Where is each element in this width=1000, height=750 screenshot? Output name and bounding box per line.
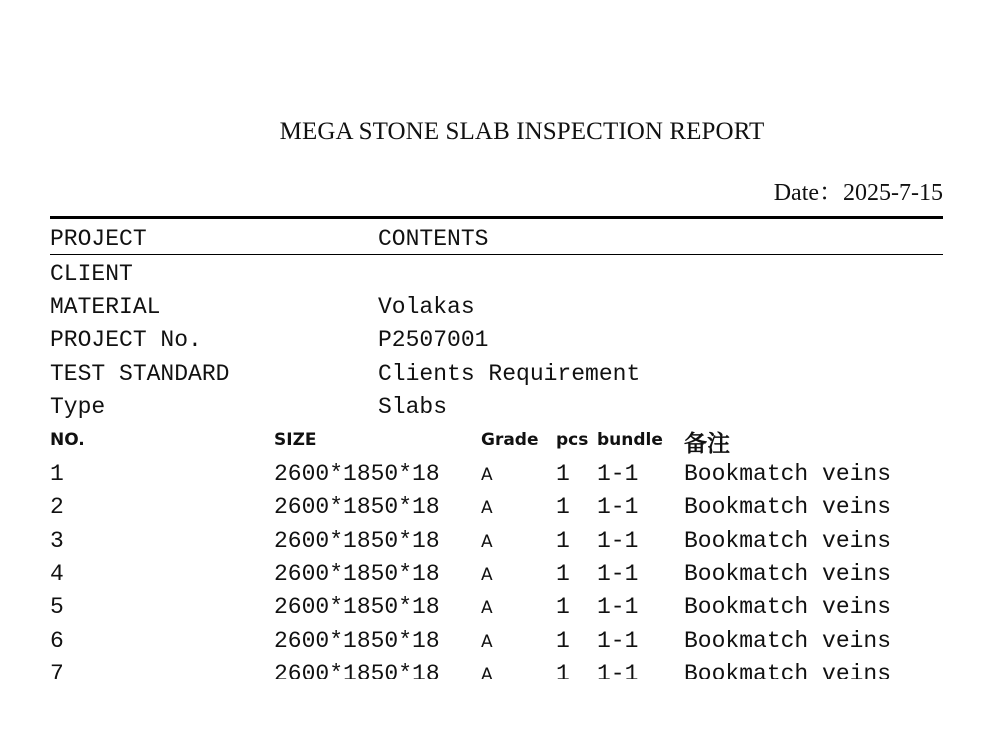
row-5-bundle: 1-1 [597, 594, 639, 620]
header-rule-thin [50, 254, 943, 255]
row-6-size: 2600*1850*18 [274, 628, 440, 654]
row-5-note: Bookmatch veins [684, 594, 892, 620]
row-2-pcs: 1 [556, 494, 570, 520]
row-2-grade: A [481, 498, 493, 518]
row-3-pcs: 1 [556, 528, 570, 554]
row-6-bundle: 1-1 [597, 628, 639, 654]
row-1-grade: A [481, 465, 493, 485]
header-rule-thick [50, 216, 943, 219]
row-7-bundle: 1-1 [597, 661, 639, 679]
row-7-no: 7 [50, 661, 64, 679]
report-title: MEGA STONE SLAB INSPECTION REPORT [279, 118, 765, 145]
col-header-no: NO. [50, 430, 85, 450]
row-6-pcs: 1 [556, 628, 570, 654]
col-header-grade: Grade [481, 430, 539, 450]
row-6-grade: A [481, 632, 493, 652]
row-4-note: Bookmatch veins [684, 561, 892, 587]
row-1-note: Bookmatch veins [684, 461, 892, 487]
row-2-bundle: 1-1 [597, 494, 639, 520]
row-7-size: 2600*1850*18 [274, 661, 440, 679]
info-label-type: Type [50, 394, 106, 420]
row-2-size: 2600*1850*18 [274, 494, 440, 520]
row-2-no: 2 [50, 494, 64, 520]
col-header-bundle: bundle [597, 430, 663, 450]
col-header-note: 备注 [684, 431, 730, 457]
row-5-size: 2600*1850*18 [274, 594, 440, 620]
row-5-no: 5 [50, 594, 64, 620]
row-4-grade: A [481, 565, 493, 585]
row-2-note: Bookmatch veins [684, 494, 892, 520]
row-4-bundle: 1-1 [597, 561, 639, 587]
row-5-pcs: 1 [556, 594, 570, 620]
info-label-client: CLIENT [50, 261, 133, 287]
row-3-grade: A [481, 532, 493, 552]
info-value-test-standard: Clients Requirement [378, 361, 641, 387]
col-header-pcs: pcs [556, 430, 589, 450]
row-5-grade: A [481, 598, 493, 618]
info-label-test-standard: TEST STANDARD [50, 361, 230, 387]
info-label-material: MATERIAL [50, 294, 161, 320]
info-value-project-no: P2507001 [378, 327, 489, 353]
row-4-pcs: 1 [556, 561, 570, 587]
row-4-no: 4 [50, 561, 64, 587]
row-3-no: 3 [50, 528, 64, 554]
report-date: Date：2025-7-15 [773, 180, 943, 206]
row-7-note: Bookmatch veins [684, 661, 892, 679]
info-header-project: PROJECT [50, 226, 147, 252]
col-header-size: SIZE [274, 430, 317, 450]
info-label-project-no: PROJECT No. [50, 327, 202, 353]
row-6-note: Bookmatch veins [684, 628, 892, 654]
info-value-material: Volakas [378, 294, 475, 320]
row-1-no: 1 [50, 461, 64, 487]
info-header-contents: CONTENTS [378, 226, 489, 252]
row-7-grade: A [481, 665, 493, 679]
info-value-type: Slabs [378, 394, 448, 420]
row-3-size: 2600*1850*18 [274, 528, 440, 554]
row-1-pcs: 1 [556, 461, 570, 487]
row-1-size: 2600*1850*18 [274, 461, 440, 487]
row-7-pcs: 1 [556, 661, 570, 679]
row-1-bundle: 1-1 [597, 461, 639, 487]
row-4-size: 2600*1850*18 [274, 561, 440, 587]
row-6-no: 6 [50, 628, 64, 654]
row-3-bundle: 1-1 [597, 528, 639, 554]
row-3-note: Bookmatch veins [684, 528, 892, 554]
